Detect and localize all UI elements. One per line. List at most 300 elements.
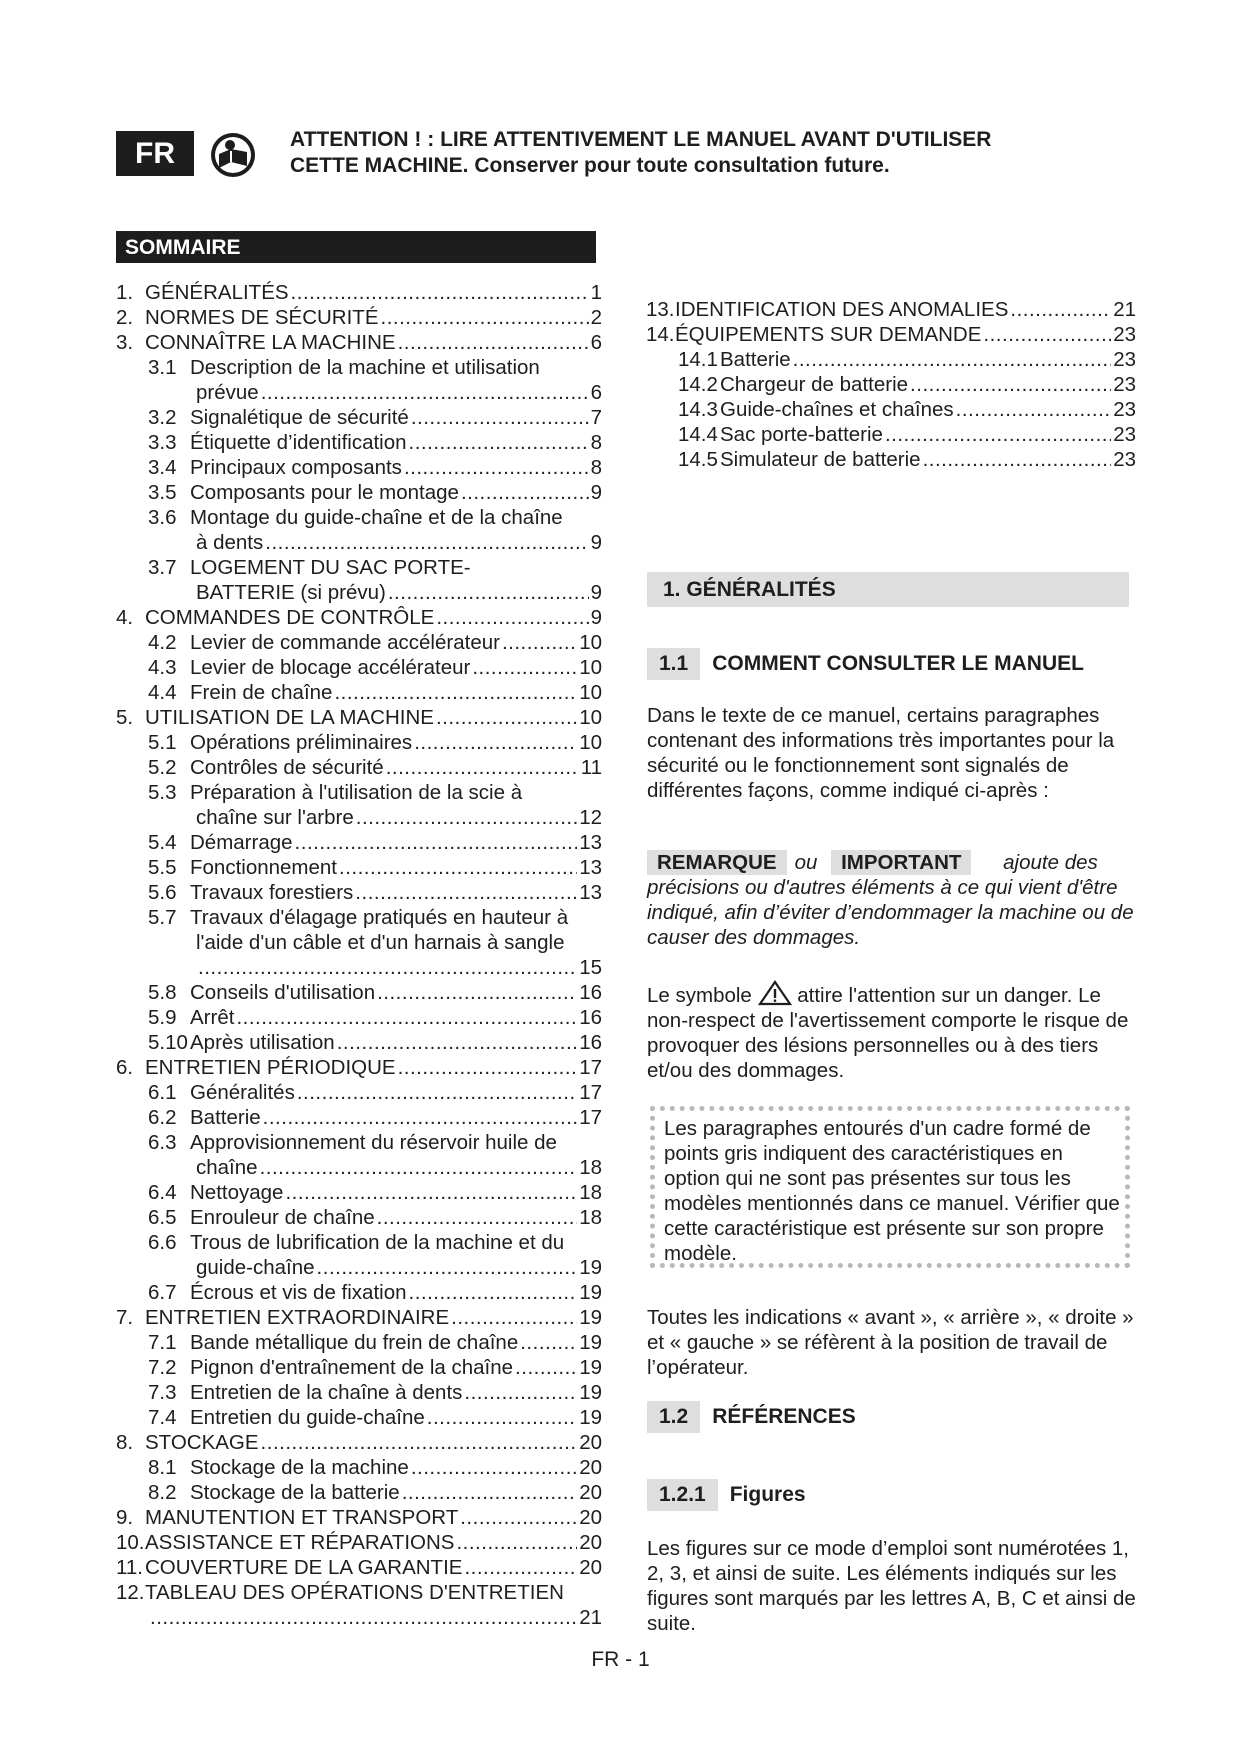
toc-entry: [116, 1480, 602, 1505]
toc-entry-number: 8.2: [148, 1481, 177, 1504]
toc-entry: [116, 1205, 602, 1230]
toc-leader-dots: [261, 380, 589, 405]
toc-entry-number: 3.5: [148, 481, 177, 504]
symbol-pre-text: Le symbole: [647, 984, 752, 1007]
toc-entry: [116, 480, 602, 505]
toc-entry-page: 19: [579, 1356, 602, 1379]
toc-entry: [116, 280, 602, 305]
toc-entry-label: Bande métallique du frein de chaîne: [190, 1331, 519, 1354]
toc-entry-page: 23: [1113, 423, 1136, 446]
important-tag: IMPORTANT: [831, 850, 971, 875]
toc-entry-number: 5.5: [148, 856, 177, 879]
toc-entry-page: 12: [579, 806, 602, 829]
toc-leader-dots: [339, 855, 577, 880]
toc-entry: [116, 1355, 602, 1380]
toc-entry-page: 6: [590, 381, 602, 404]
toc-entry-number: 6.5: [148, 1206, 177, 1229]
read-manual-icon: [209, 132, 257, 178]
toc-entry-label: Simulateur de batterie: [720, 448, 921, 471]
toc-right-column: [646, 297, 1136, 472]
section-title: Figures: [729, 1483, 806, 1506]
toc-entry-label: Contrôles de sécurité: [190, 756, 384, 779]
toc-entry-page: 16: [579, 1006, 602, 1029]
toc-entry-number: 13.: [646, 298, 675, 321]
toc-entry-number: 11.: [116, 1556, 143, 1579]
toc-entry-page: 10: [579, 681, 602, 704]
toc-entry-number: 4.: [116, 606, 134, 629]
toc-entry-number: 5.6: [148, 881, 177, 904]
toc-entry-page: 9: [590, 481, 602, 504]
section-1-2-1-heading: [647, 1479, 806, 1511]
toc-entry: [116, 1130, 602, 1155]
toc-entry-page: 19: [579, 1281, 602, 1304]
section-number: 1.2.1: [647, 1479, 718, 1511]
toc-entry: [116, 1105, 602, 1130]
toc-leader-dots: [414, 730, 577, 755]
toc-leader-dots: [337, 1030, 577, 1055]
toc-leader-dots: [377, 980, 577, 1005]
toc-entry-label-cont: à dents: [196, 531, 264, 554]
toc-entry-number: 8.1: [148, 1456, 177, 1479]
toc-entry-label-cont: l'aide d'un câble et d'un harnais à sangle: [196, 931, 565, 954]
toc-leader-dots: [461, 480, 589, 505]
toc-entry: [116, 1305, 602, 1330]
toc-entry-label: Opérations préliminaires: [190, 731, 413, 754]
ou-text: ou: [794, 851, 818, 874]
toc-leader-dots: [983, 322, 1111, 347]
toc-entry-number: 14.2: [678, 373, 718, 396]
toc-leader-dots: [520, 1330, 577, 1355]
toc-entry-page: 21: [1113, 298, 1136, 321]
toc-leader-dots: [198, 955, 577, 980]
toc-entry-label: Entretien de la chaîne à dents: [190, 1381, 463, 1404]
toc-entry-page: 8: [590, 456, 602, 479]
toc-entry-page: 10: [579, 706, 602, 729]
toc-entry-label: TABLEAU DES OPÉRATIONS D'ENTRETIEN: [145, 1581, 564, 1604]
toc-entry-continuation: [116, 930, 602, 955]
toc-entry-page: 1: [590, 281, 602, 304]
toc-entry-label: Stockage de la machine: [190, 1456, 409, 1479]
toc-entry: [116, 605, 602, 630]
toc-entry: [116, 305, 602, 330]
toc-entry-label: MANUTENTION ET TRANSPORT: [145, 1506, 459, 1529]
toc-leader-dots: [793, 347, 1112, 372]
toc-entry-page: 2: [590, 306, 602, 329]
toc-entry-label: Travaux forestiers: [190, 881, 354, 904]
toc-entry: [646, 447, 1136, 472]
toc-entry-page: 10: [579, 656, 602, 679]
toc-entry-number: 3.1: [148, 356, 177, 379]
toc-entry: [116, 1080, 602, 1105]
toc-entry-page: 18: [579, 1156, 602, 1179]
toc-entry-label: Fonctionnement: [190, 856, 338, 879]
toc-entry-page: 10: [579, 631, 602, 654]
toc-entry-label: Approvisionnement du réservoir huile de: [190, 1131, 557, 1154]
toc-entry-continuation: [116, 1605, 602, 1630]
attention-line-1: ATTENTION ! : LIRE ATTENTIVEMENT LE MANUEL AVANT D'UTILISER: [290, 128, 992, 151]
toc-entry: [116, 855, 602, 880]
toc-entry-label: Arrêt: [190, 1006, 235, 1029]
toc-entry-label: Batterie: [720, 348, 791, 371]
toc-leader-dots: [910, 372, 1111, 397]
toc-entry-label: Démarrage: [190, 831, 293, 854]
toc-entry-continuation: [116, 1255, 602, 1280]
toc-leader-dots: [472, 655, 577, 680]
toc-entry-number: 6.7: [148, 1281, 177, 1304]
toc-entry-page: 23: [1113, 398, 1136, 421]
toc-entry-continuation: [116, 1155, 602, 1180]
toc-entry-number: 14.3: [678, 398, 718, 421]
toc-entry-number: 3.7: [148, 556, 177, 579]
toc-leader-dots: [923, 447, 1112, 472]
toc-entry-continuation: [116, 955, 602, 980]
toc-leader-dots: [411, 1455, 577, 1480]
toc-entry-label: ENTRETIEN PÉRIODIQUE: [145, 1056, 396, 1079]
toc-entry-label: Batterie: [190, 1106, 261, 1129]
toc-leader-dots: [356, 805, 577, 830]
toc-entry-page: 19: [579, 1306, 602, 1329]
section-1-2-heading: [647, 1401, 856, 1433]
toc-entry: [116, 730, 602, 755]
toc-entry-page: 9: [590, 531, 602, 554]
toc-entry: [116, 405, 602, 430]
section-1-1-heading: [647, 648, 1084, 680]
toc-leader-dots: [502, 630, 577, 655]
toc-entry-page: 20: [579, 1431, 602, 1454]
toc-entry: [116, 505, 602, 530]
toc-entry-label: Frein de chaîne: [190, 681, 333, 704]
toc-leader-dots: [885, 422, 1111, 447]
toc-leader-dots: [236, 1005, 577, 1030]
section-1-heading: 1. GÉNÉRALITÉS: [647, 572, 1129, 607]
toc-entry-page: 23: [1113, 373, 1136, 396]
toc-entry: [116, 905, 602, 930]
toc-entry-label: COMMANDES DE CONTRÔLE: [145, 606, 435, 629]
toc-entry: [116, 830, 602, 855]
toc-entry-label: LOGEMENT DU SAC PORTE-: [190, 556, 471, 579]
toc-entry-number: 7.2: [148, 1356, 177, 1379]
toc-entry-label: Trous de lubrification de la machine et du: [190, 1231, 565, 1254]
toc-entry: [116, 455, 602, 480]
toc-entry-number: 4.3: [148, 656, 177, 679]
section-title: RÉFÉRENCES: [712, 1405, 856, 1428]
optional-feature-paragraph: Les paragraphes entourés d'un cadre formé de points gris indiquent des caractéristiques en option qui ne sont pas présentes sur tous les modèles mentionnés dans ce manuel. Vérifier que cette caractéristique est présente sur son propre modèle.: [664, 1117, 1120, 1265]
toc-entry-label: NORMES DE SÉCURITÉ: [145, 306, 379, 329]
toc-leader-dots: [398, 330, 589, 355]
warning-triangle-icon: [758, 980, 792, 1006]
toc-entry: [116, 755, 602, 780]
toc-entry: [646, 322, 1136, 347]
toc-entry-number: 5.8: [148, 981, 177, 1004]
toc-entry-page: 20: [579, 1481, 602, 1504]
direction-paragraph: Toutes les indications « avant », « arrière », « droite » et « gauche » se réfèrent à la position de travail de l’opérateur.: [647, 1306, 1134, 1379]
toc-entry-page: 17: [579, 1106, 602, 1129]
toc-entry-label-cont: chaîne: [196, 1156, 258, 1179]
toc-leader-dots: [451, 1305, 577, 1330]
toc-entry: [116, 1005, 602, 1030]
toc-entry-number: 10.: [116, 1531, 145, 1554]
toc-entry-label: Travaux d'élagage pratiqués en hauteur à: [190, 906, 569, 929]
toc-entry-number: 6.1: [148, 1081, 177, 1104]
section-title: COMMENT CONSULTER LE MANUEL: [712, 652, 1084, 675]
toc-leader-dots: [436, 705, 577, 730]
toc-entry-label-cont: prévue: [196, 381, 259, 404]
toc-entry-number: 14.4: [678, 423, 718, 446]
toc-leader-dots: [464, 1380, 577, 1405]
toc-entry-number: 5.: [116, 706, 134, 729]
toc-leader-dots: [291, 280, 589, 305]
toc-leader-dots: [377, 1205, 578, 1230]
toc-entry-page: 13: [579, 881, 602, 904]
toc-leader-dots: [411, 405, 589, 430]
toc-leader-dots: [381, 305, 589, 330]
toc-entry-number: 6.: [116, 1056, 134, 1079]
toc-entry-number: 3.6: [148, 506, 177, 529]
intro-paragraph: Dans le texte de ce manuel, certains paragraphes contenant des informations très importantes pour la sécurité ou le fonctionnement sont signalés de différentes façons, comme indiqué ci-après :: [647, 704, 1115, 802]
toc-entry-number: 14.1: [678, 348, 718, 371]
toc-entry-label: Guide-chaînes et chaînes: [720, 398, 954, 421]
toc-entry-page: 20: [579, 1556, 602, 1579]
toc-entry-page: 8: [590, 431, 602, 454]
toc-leader-dots: [427, 1405, 577, 1430]
symbol-paragraph: [647, 980, 1137, 1083]
symbol-post-text: attire l'attention sur un danger. Le non-respect de l'avertissement comporte le risque de provoquer des lésions personnelles ou à des tiers et/ou des dommages.: [647, 984, 1129, 1082]
toc-entry-page: 21: [579, 1606, 602, 1629]
toc-entry-number: 3.: [116, 331, 134, 354]
toc-entry-page: 17: [579, 1056, 602, 1079]
toc-entry-label-cont: chaîne sur l'arbre: [196, 806, 354, 829]
attention-notice: [290, 127, 1090, 179]
toc-entry-label: Enrouleur de chaîne: [190, 1206, 375, 1229]
toc-entry-continuation: [116, 805, 602, 830]
toc-entry-page: 10: [579, 731, 602, 754]
toc-entry-label-cont: guide-chaîne: [196, 1256, 315, 1279]
toc-entry-label: UTILISATION DE LA MACHINE: [145, 706, 434, 729]
toc-entry-number: 3.3: [148, 431, 177, 454]
toc-entry-number: 6.4: [148, 1181, 177, 1204]
toc-entry-number: 5.9: [148, 1006, 177, 1029]
toc-entry-label: ASSISTANCE ET RÉPARATIONS: [145, 1531, 455, 1554]
toc-leader-dots: [150, 1605, 577, 1630]
toc-entry-label: STOCKAGE: [145, 1431, 259, 1454]
toc-entry: [116, 705, 602, 730]
toc-leader-dots: [404, 455, 589, 480]
toc-entry-label: Stockage de la batterie: [190, 1481, 400, 1504]
toc-entry-label: Sac porte-batterie: [720, 423, 883, 446]
toc-entry-page: 19: [579, 1406, 602, 1429]
toc-leader-dots: [464, 1555, 577, 1580]
toc-leader-dots: [260, 1155, 578, 1180]
toc-entry-number: 7.: [116, 1306, 134, 1329]
toc-entry-page: 17: [579, 1081, 602, 1104]
toc-leader-dots: [263, 1105, 578, 1130]
toc-leader-dots: [297, 1080, 577, 1105]
toc-entry-number: 8.: [116, 1431, 134, 1454]
toc-leader-dots: [317, 1255, 578, 1280]
toc-entry-page: 19: [579, 1381, 602, 1404]
toc-entry: [116, 655, 602, 680]
toc-leader-dots: [295, 830, 578, 855]
toc-entry: [116, 1330, 602, 1355]
toc-leader-dots: [285, 1180, 577, 1205]
toc-entry-page: 9: [590, 581, 602, 604]
toc-entry-label: Nettoyage: [190, 1181, 284, 1204]
toc-leader-dots: [436, 605, 588, 630]
toc-entry-page: 18: [579, 1181, 602, 1204]
toc-entry-continuation: [116, 380, 602, 405]
toc-entry-label: Entretien du guide-chaîne: [190, 1406, 425, 1429]
toc-entry-number: 6.2: [148, 1106, 177, 1129]
toc-entry: [116, 1380, 602, 1405]
toc-entry-label: GÉNÉRALITÉS: [145, 281, 289, 304]
toc-entry-page: 19: [579, 1256, 602, 1279]
toc-entry-label: IDENTIFICATION DES ANOMALIES: [675, 298, 1009, 321]
toc-entry-page: 6: [590, 331, 602, 354]
toc-entry: [646, 422, 1136, 447]
toc-entry-page: 16: [579, 1031, 602, 1054]
toc-entry-page: 23: [1113, 323, 1136, 346]
toc-entry-page: 9: [590, 606, 602, 629]
toc-entry-page: 23: [1113, 448, 1136, 471]
toc-entry-label: Chargeur de batterie: [720, 373, 909, 396]
toc-leader-dots: [334, 680, 577, 705]
toc-entry: [116, 1280, 602, 1305]
toc-entry-number: 6.3: [148, 1131, 177, 1154]
toc-entry-label: Principaux composants: [190, 456, 402, 479]
toc-entry-number: 5.4: [148, 831, 177, 854]
toc-entry-page: 11: [580, 756, 602, 779]
toc-entry-number: 5.3: [148, 781, 177, 804]
toc-leader-dots: [355, 880, 577, 905]
toc-entry: [116, 1430, 602, 1455]
section-number: 1.1: [647, 648, 700, 680]
toc-entry-label: Étiquette d’identification: [190, 431, 407, 454]
toc-title: SOMMAIRE: [116, 231, 596, 263]
toc-entry-label: Montage du guide-chaîne et de la chaîne: [190, 506, 563, 529]
toc-leader-dots: [402, 1480, 577, 1505]
toc-entry-number: 3.2: [148, 406, 177, 429]
toc-entry-number: 7.3: [148, 1381, 177, 1404]
toc-entry-number: 6.6: [148, 1231, 177, 1254]
toc-entry: [116, 1180, 602, 1205]
toc-entry-page: 16: [579, 981, 602, 1004]
toc-entry-page: 18: [579, 1206, 602, 1229]
toc-entry-label: Généralités: [190, 1081, 295, 1104]
toc-leader-dots: [409, 430, 589, 455]
toc-entry-number: 7.1: [148, 1331, 177, 1354]
toc-entry: [116, 680, 602, 705]
toc-entry-page: 23: [1113, 348, 1136, 371]
toc-entry-number: 4.4: [148, 681, 177, 704]
toc-entry-page: 19: [579, 1331, 602, 1354]
toc-entry: [116, 1055, 602, 1080]
toc-entry: [116, 880, 602, 905]
toc-entry-number: 4.2: [148, 631, 177, 654]
toc-leader-dots: [460, 1505, 577, 1530]
toc-entry-label: Levier de blocage accélérateur: [190, 656, 471, 679]
toc-entry: [646, 347, 1136, 372]
toc-entry: [116, 355, 602, 380]
toc-entry-number: 2.: [116, 306, 134, 329]
toc-leader-dots: [398, 1055, 578, 1080]
toc-entry-label-cont: BATTERIE (si prévu): [196, 581, 386, 604]
toc-entry: [116, 1555, 602, 1580]
page-number: FR - 1: [591, 1648, 650, 1671]
toc-entry-label: Composants pour le montage: [190, 481, 459, 504]
toc-entry: [116, 1230, 602, 1255]
section-number: 1.2: [647, 1401, 700, 1433]
toc-entry: [116, 1505, 602, 1530]
toc-entry-number: 12.: [116, 1581, 145, 1604]
toc-entry-label: Écrous et vis de fixation: [190, 1281, 407, 1304]
toc-entry-number: 5.7: [148, 906, 177, 929]
toc-entry-page: 7: [590, 406, 602, 429]
toc-entry-page: 20: [579, 1506, 602, 1529]
toc-entry-page: 13: [579, 831, 602, 854]
toc-entry: [116, 1580, 602, 1605]
toc-entry: [646, 297, 1136, 322]
toc-entry: [116, 780, 602, 805]
toc-entry-number: 1.: [116, 281, 134, 304]
toc-entry-label: Levier de commande accélérateur: [190, 631, 500, 654]
toc-leader-dots: [1010, 297, 1111, 322]
remarque-paragraph: [647, 850, 1137, 950]
toc-entry-page: 20: [579, 1531, 602, 1554]
toc-entry: [116, 1030, 602, 1055]
toc-leader-dots: [515, 1355, 577, 1380]
toc-entry: [116, 555, 602, 580]
toc-entry: [116, 1405, 602, 1430]
toc-entry: [646, 397, 1136, 422]
toc-entry-label: ENTRETIEN EXTRAORDINAIRE: [145, 1306, 450, 1329]
toc-entry: [116, 980, 602, 1005]
toc-entry-label: Préparation à l'utilisation de la scie à: [190, 781, 523, 804]
toc-left-column: [116, 280, 602, 1630]
toc-entry-number: 3.4: [148, 456, 177, 479]
toc-leader-dots: [261, 1430, 578, 1455]
toc-leader-dots: [386, 755, 579, 780]
toc-entry: [116, 630, 602, 655]
toc-leader-dots: [956, 397, 1112, 422]
toc-entry: [116, 1455, 602, 1480]
toc-entry-page: 15: [579, 956, 602, 979]
toc-entry: [116, 1530, 602, 1555]
toc-entry-label: Conseils d'utilisation: [190, 981, 376, 1004]
toc-entry: [116, 430, 602, 455]
toc-leader-dots: [409, 1280, 578, 1305]
toc-entry-label: COUVERTURE DE LA GARANTIE: [145, 1556, 463, 1579]
remarque-tag: REMARQUE: [647, 850, 787, 875]
remarque-text: ajoute des précisions ou d'autres éléments à ce qui vient d'être indiqué, afin d’éviter d’endommager la machine ou de causer des dommages.: [647, 851, 1134, 949]
toc-entry-page: 13: [579, 856, 602, 879]
toc-entry-label: ÉQUIPEMENTS SUR DEMANDE: [675, 323, 982, 346]
toc-entry-page: 20: [579, 1456, 602, 1479]
toc-entry-label: Signalétique de sécurité: [190, 406, 409, 429]
toc-entry: [646, 372, 1136, 397]
toc-entry-number: 14.: [646, 323, 675, 346]
toc-entry-continuation: [116, 580, 602, 605]
toc-entry-number: 5.10: [148, 1031, 188, 1054]
toc-entry-number: 5.1: [148, 731, 177, 754]
toc-entry-label: Pignon d'entraînement de la chaîne: [190, 1356, 514, 1379]
toc-leader-dots: [265, 530, 588, 555]
toc-entry-number: 5.2: [148, 756, 177, 779]
attention-line-2: CETTE MACHINE. Conserver pour toute consultation future.: [290, 154, 890, 177]
toc-entry-label: Après utilisation: [190, 1031, 335, 1054]
figures-paragraph: Les figures sur ce mode d’emploi sont numérotées 1, 2, 3, et ainsi de suite. Les éléments indiqués sur les figures sont marqués par les lettres A, B, C et ainsi de suite.: [647, 1537, 1136, 1635]
toc-entry: [116, 330, 602, 355]
toc-entry-number: 14.5: [678, 448, 718, 471]
